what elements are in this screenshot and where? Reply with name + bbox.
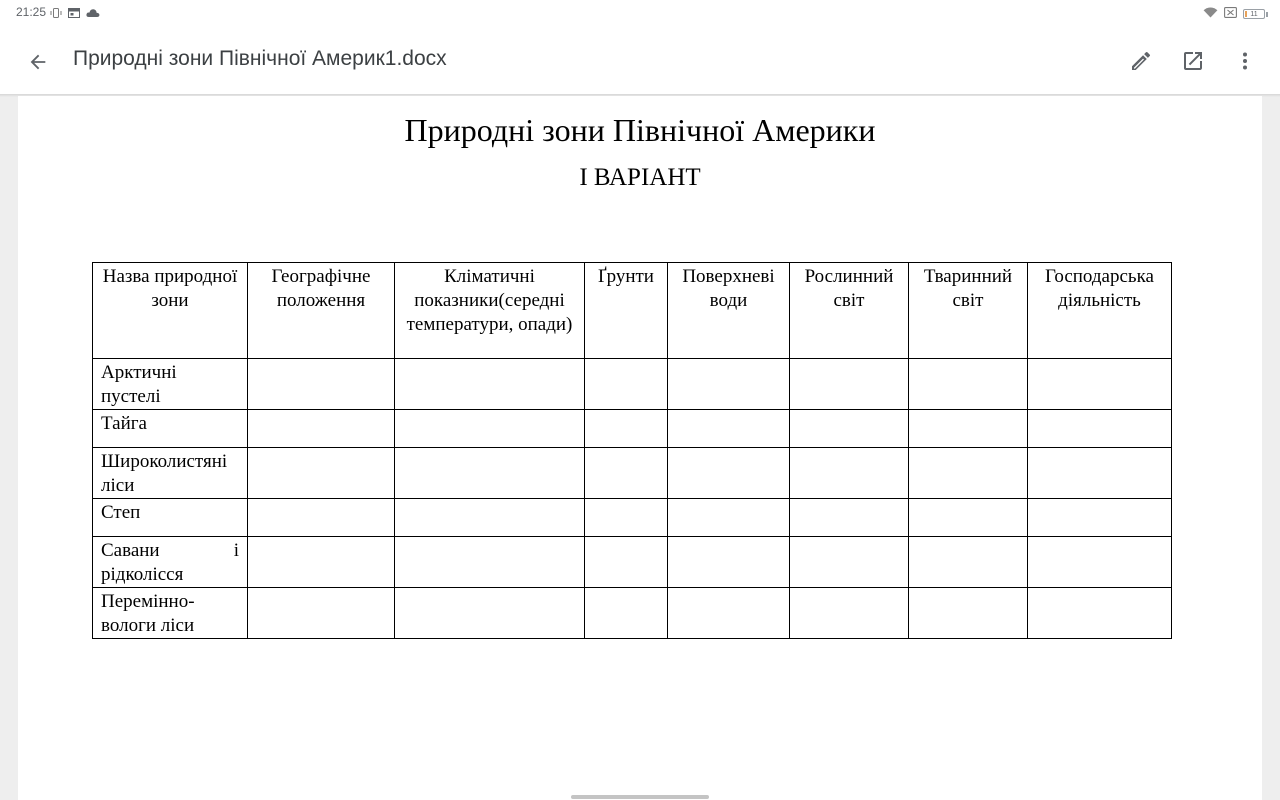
open-with-button[interactable]: [1176, 44, 1210, 78]
edit-pencil-icon: [1129, 49, 1153, 73]
vibrate-icon: [50, 5, 62, 23]
battery-fill: [1245, 11, 1247, 17]
table-cell: [790, 537, 909, 588]
document-subheading: І ВАРІАНТ: [579, 164, 701, 191]
table-cell: [668, 499, 790, 537]
document-viewer[interactable]: [0, 94, 1280, 800]
table-header-cell: Господарська діяльність: [1028, 263, 1172, 359]
table-cell: [585, 410, 668, 448]
back-button[interactable]: [24, 48, 52, 76]
table-header-cell: Назва природної зони: [93, 263, 248, 359]
table-cell: [585, 588, 668, 639]
table-header-cell: Рослинний світ: [790, 263, 909, 359]
table-header-cell: Тваринний світ: [909, 263, 1028, 359]
table-cell: [668, 410, 790, 448]
table-cell: [395, 588, 585, 639]
more-options-button[interactable]: [1228, 44, 1262, 78]
table-cell: [790, 448, 909, 499]
table-cell: [909, 588, 1028, 639]
table-cell: [668, 359, 790, 410]
table-row: [93, 588, 1172, 639]
table-cell: [668, 537, 790, 588]
table-header-cell: Ґрунти: [585, 263, 668, 359]
table-cell: [248, 537, 395, 588]
table-header-row: [93, 263, 1172, 359]
app-bar: [0, 26, 1280, 94]
cloud-icon: [86, 5, 100, 23]
table-cell: [248, 588, 395, 639]
zone-name-cell: Перемінно-вологи ліси: [93, 588, 248, 639]
zone-name-cell: Широколистяні ліси: [93, 448, 248, 499]
table-header-cell: Кліматичні показники(середні температури, опади): [395, 263, 585, 359]
table-cell: [790, 410, 909, 448]
table-cell: [909, 537, 1028, 588]
table-cell: [395, 448, 585, 499]
table-cell: [1028, 410, 1172, 448]
table-cell: [395, 410, 585, 448]
calendar-icon: [68, 5, 80, 23]
document-title: Природні зони Північної Америк1.docx: [73, 47, 447, 70]
back-arrow-icon: [27, 51, 49, 73]
table-cell: [1028, 499, 1172, 537]
table-row: [93, 410, 1172, 448]
table-cell: [1028, 359, 1172, 410]
app-actions: [1124, 44, 1262, 78]
status-right-icons: [1203, 5, 1268, 23]
table-cell: [909, 359, 1028, 410]
wifi-icon: [1203, 5, 1218, 23]
table-cell: [395, 499, 585, 537]
zone-name-cell: Степ: [93, 499, 248, 537]
zone-name-cell: Савани і рідколісся: [93, 537, 248, 588]
table-cell: [248, 410, 395, 448]
table-cell: [790, 499, 909, 537]
table-cell: [909, 410, 1028, 448]
battery-icon: [1243, 9, 1268, 19]
table-cell: [395, 359, 585, 410]
table-cell: [909, 448, 1028, 499]
table-cell: [1028, 588, 1172, 639]
table-header-cell: Географічне положення: [248, 263, 395, 359]
table-cell: [585, 499, 668, 537]
table-header-cell: Поверхневі води: [668, 263, 790, 359]
status-left-icons: [50, 5, 100, 23]
table-cell: [668, 448, 790, 499]
table-cell: [790, 588, 909, 639]
table-cell: [248, 359, 395, 410]
table-cell: [1028, 448, 1172, 499]
zone-name-cell: Арктичні пустелі: [93, 359, 248, 410]
table-cell: [1028, 537, 1172, 588]
document-page: [18, 96, 1262, 800]
table-cell: [585, 359, 668, 410]
table-row: [93, 499, 1172, 537]
natural-zones-table: [92, 262, 1172, 639]
table-cell: [790, 359, 909, 410]
status-time: 21:25: [16, 5, 47, 19]
table-row: [93, 359, 1172, 410]
table-cell: [395, 537, 585, 588]
battery-body: [1243, 9, 1265, 19]
table-cell: [248, 499, 395, 537]
open-external-icon: [1181, 49, 1205, 73]
battery-level: 11: [1250, 11, 1258, 18]
edit-button[interactable]: [1124, 44, 1158, 78]
table-row: [93, 537, 1172, 588]
zone-name-cell: Тайга: [93, 410, 248, 448]
status-bar: [0, 0, 1280, 26]
table-cell: [909, 499, 1028, 537]
table-cell: [248, 448, 395, 499]
document-heading: Природні зони Північної Америки: [404, 112, 876, 148]
table-cell: [585, 537, 668, 588]
more-vert-icon: [1233, 49, 1257, 73]
scroll-indicator[interactable]: [571, 795, 709, 799]
battery-tip: [1266, 12, 1268, 17]
table-cell: [668, 588, 790, 639]
no-sim-icon: [1224, 5, 1237, 23]
table-cell: [585, 448, 668, 499]
table-row: [93, 448, 1172, 499]
